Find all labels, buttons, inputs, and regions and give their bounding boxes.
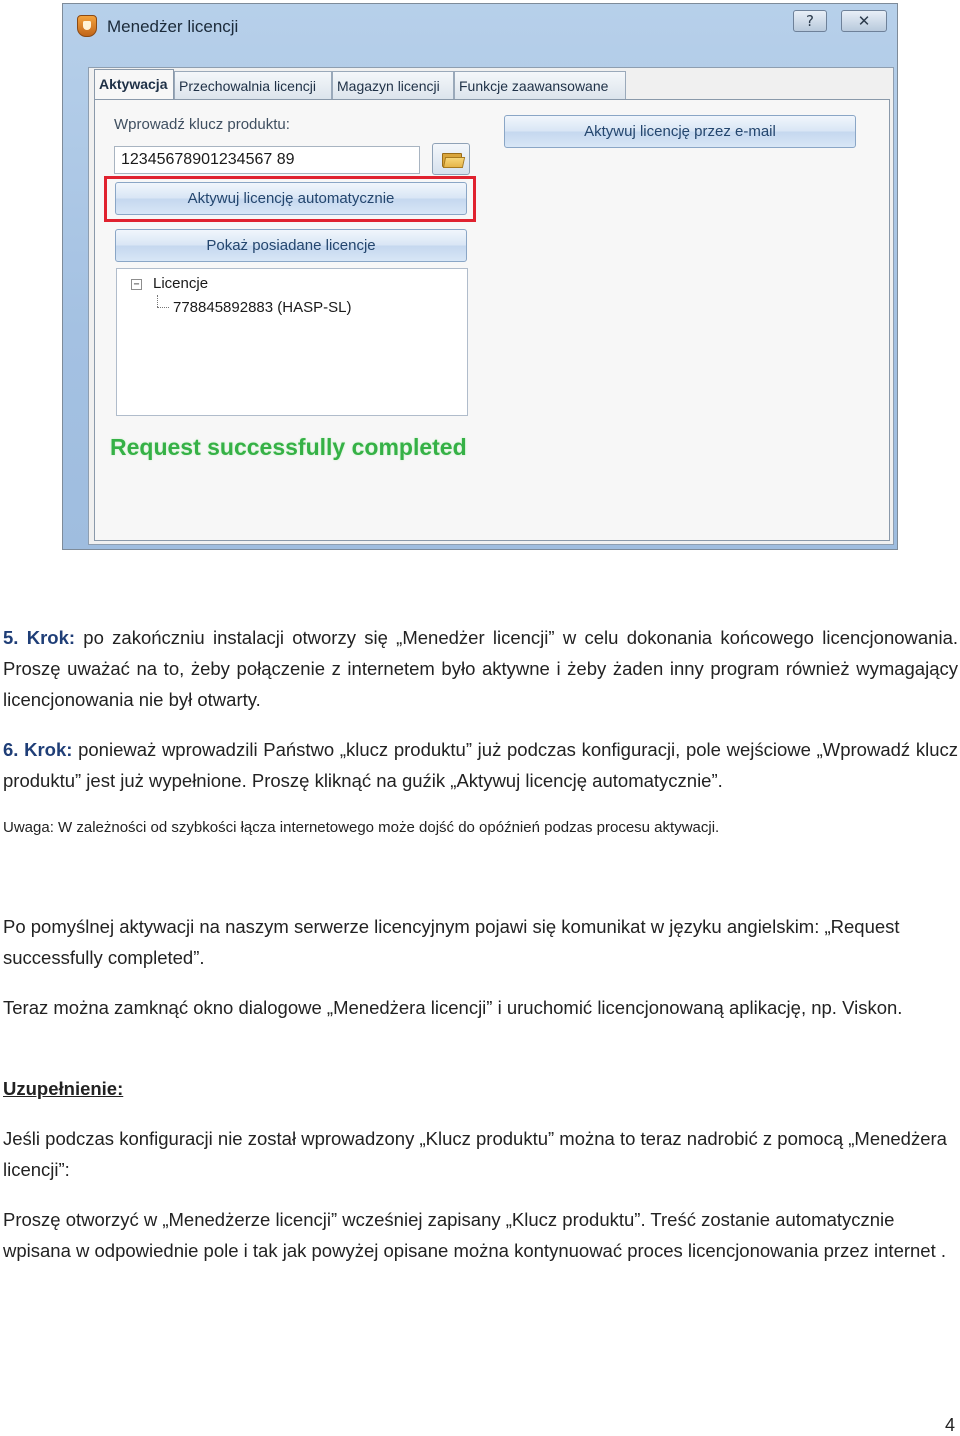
step-6-text: ponieważ wprowadzili Państwo „klucz produktu” już podczas konfiguracji, pole wejściowe „Wprowadź klucz produktu” jest już wypełnione. Proszę kliknąć na guźik „Aktywuj licencję automatycznie”. [3, 739, 958, 791]
page-number: 4 [945, 1415, 956, 1435]
status-message: Request successfully completed [110, 434, 467, 460]
note-paragraph: Uwaga: W zależności od szybkości łącza internetowego może dojść do opóźnień podzas procesu aktywacji. [3, 819, 720, 836]
step-6-label: 6. Krok: [3, 739, 73, 760]
activate-automatically-button[interactable]: Aktywuj licencję automatycznie [115, 182, 467, 215]
step-5-paragraph [3, 622, 958, 715]
open-file-button[interactable] [432, 143, 470, 175]
tree-collapse-icon[interactable]: − [131, 279, 142, 290]
supplement-paragraph-2: Proszę otworzyć w „Menedżerze licencji” wcześniej zapisany „Klucz produktu”. Treść zostanie automatycznie wpisana w odpowiednie pole i tak jak powyżej opisane można kontynuować proces licencjonowania przez internet . [3, 1209, 947, 1261]
close-paragraph: Teraz można zamknąć okno dialogowe „Menedżera licencji” i uruchomić licencjonowaną aplikację, np. Viskon. [3, 997, 903, 1018]
window-title: Menedżer licencji [107, 17, 239, 36]
license-tree [116, 268, 468, 416]
show-licenses-button[interactable]: Pokaż posiadane licencje [115, 229, 467, 262]
tab-przechowalnia[interactable]: Przechowalnia licencji [174, 71, 332, 99]
tree-connector [157, 307, 169, 308]
step-6-paragraph [3, 734, 958, 796]
supplement-paragraph-1: Jeśli podczas konfiguracji nie został wprowadzony „Klucz produktu” można to teraz nadrobić z pomocą „Menedżera licencji”: [3, 1128, 947, 1180]
activate-by-email-button[interactable]: Aktywuj licencję przez e-mail [504, 115, 856, 148]
step-5-text: po zakończniu instalacji otworzy się „Menedżer licencji” w celu dokonania końcowego licencjonowania. Proszę uważać na to, żeby połączenie z internetem było aktywne i żeby żaden inny program również wymagający licencjonowania nie był otwarty. [3, 627, 958, 710]
tab-funkcje[interactable]: Funkcje zaawansowane [454, 71, 626, 99]
product-key-label: Wprowadź klucz produktu: [114, 116, 290, 133]
product-key-input[interactable] [114, 146, 420, 174]
title-bar [63, 4, 897, 48]
shield-icon [77, 15, 97, 37]
tree-root-node[interactable]: Licencje [153, 275, 209, 292]
tree-license-node[interactable]: 778845892883 (HASP-SL) [173, 299, 352, 316]
tab-magazyn[interactable]: Magazyn licencji [332, 71, 454, 99]
close-button[interactable]: ✕ [841, 10, 887, 32]
tab-aktywacja[interactable]: Aktywacja [94, 69, 174, 99]
tree-connector [157, 295, 158, 307]
success-paragraph: Po pomyślnej aktywacji na naszym serwerze licencyjnym pojawi się komunikat w języku angielskim: „Request successfully completed”. [3, 916, 900, 968]
supplement-heading: Uzupełnienie: [3, 1078, 124, 1099]
red-highlight-frame [104, 176, 476, 222]
step-5-label: 5. Krok: [3, 627, 76, 648]
help-button[interactable]: ? [793, 10, 827, 32]
